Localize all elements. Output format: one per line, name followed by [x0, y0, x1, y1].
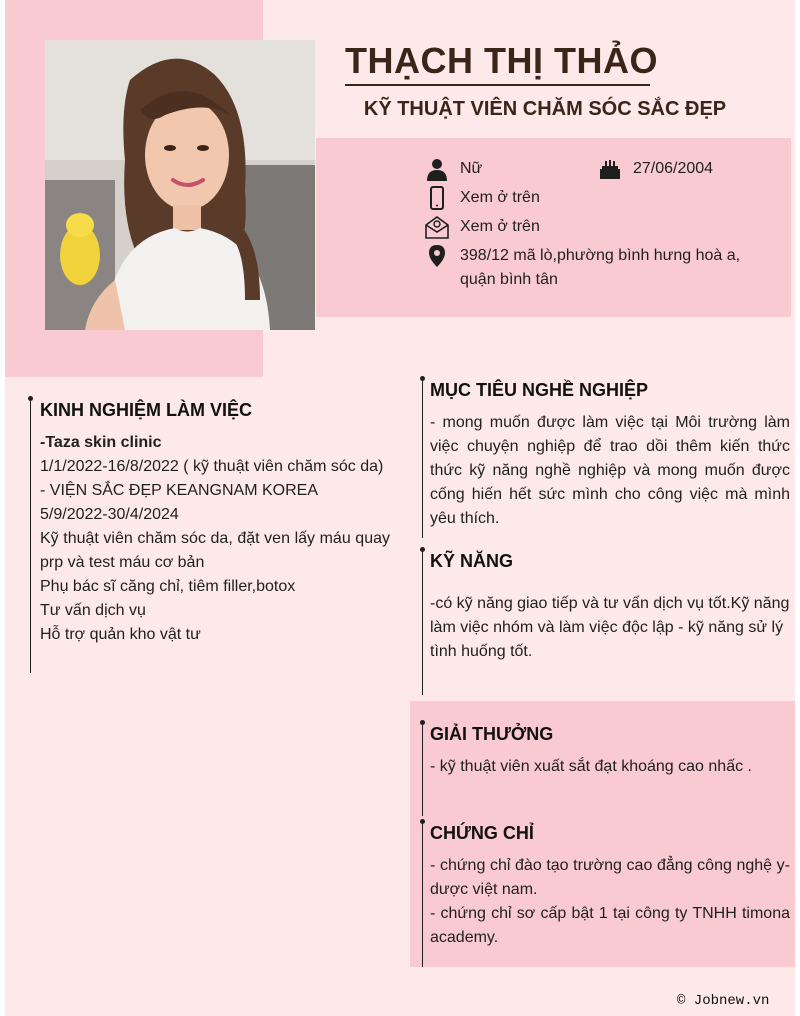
phone-row [425, 186, 540, 210]
experience-line: 1/1/2022-16/8/2022 ( kỹ thuật viên chăm sóc da) [40, 458, 384, 475]
awards-section [422, 722, 790, 779]
awards-rail [422, 722, 423, 816]
certificates-dot [420, 819, 425, 824]
cake-icon [598, 157, 622, 181]
experience-dot [28, 396, 33, 401]
certificates-body [430, 854, 790, 950]
awards-heading: GIẢI THƯỞNG [430, 724, 554, 744]
skills-dot [420, 547, 425, 552]
experience-line: -Taza skin clinic [40, 434, 162, 451]
certificate-line: - chứng chỉ đào tạo trường cao đẳng công nghệ y-dược việt nam. [430, 857, 790, 898]
email-value: Xem ở trên [460, 218, 540, 235]
certificates-heading: CHỨNG CHỈ [430, 823, 534, 843]
experience-line: - VIỆN SẮC ĐẸP KEANGNAM KOREA [40, 482, 318, 499]
certificate-line: - chứng chỉ sơ cấp bật 1 tại công ty TNHH timona academy. [430, 905, 790, 946]
phone-icon [425, 186, 449, 210]
location-icon [425, 244, 449, 268]
address-value: 398/12 mã lò,phường bình hưng hoà a, quận bình tân [460, 247, 741, 288]
skills-heading: KỸ NĂNG [430, 551, 514, 571]
awards-text: - kỹ thuật viên xuất sắt đạt khoáng cao nhấc . [430, 758, 752, 775]
birthday-value: 27/06/2004 [633, 160, 714, 177]
gender-value: Nữ [460, 160, 483, 177]
gender-row [425, 157, 482, 181]
awards-dot [420, 720, 425, 725]
experience-section [30, 398, 390, 647]
certificates-rail [422, 821, 423, 967]
email-icon [425, 215, 449, 239]
experience-line: 5/9/2022-30/4/2024 [40, 506, 179, 523]
profile-photo [45, 40, 315, 330]
experience-line: Kỹ thuật viên chăm sóc da, đặt ven lấy máu quay prp và test máu cơ bản [40, 530, 390, 571]
candidate-name: THẠCH THỊ THẢO [345, 40, 650, 86]
skills-section [422, 549, 790, 664]
birthday-row [598, 157, 713, 181]
objective-section [422, 378, 790, 531]
experience-line: Tư vấn dịch vụ [40, 602, 146, 619]
objective-text: - mong muốn được làm việc tại Môi trường làm việc chuyện nghiệp để trao dồi thêm kiến thức thức kỹ năng nghề nghiệp và mong muốn được cống hiến hết sức mình cho công việc mà mình yêu thích. [430, 414, 790, 527]
experience-heading: KINH NGHIỆM LÀM VIỆC [40, 400, 253, 420]
footer-credit: © Jobnew.vn [677, 993, 770, 1009]
experience-line: Hỗ trợ quản kho vật tư [40, 626, 201, 643]
skills-text: -có kỹ năng giao tiếp và tư vấn dịch vụ tốt.Kỹ năng làm việc nhóm và làm việc độc lập - kỹ năng sử lý tình huống tốt. [430, 595, 790, 660]
objective-heading: MỤC TIÊU NGHỀ NGHIỆP [430, 380, 649, 400]
address-row [425, 244, 770, 292]
experience-rail [30, 398, 31, 673]
experience-line: Phụ bác sĩ căng chỉ, tiêm filler,botox [40, 578, 296, 595]
objective-rail [422, 378, 423, 538]
experience-body [40, 431, 390, 647]
skills-rail [422, 549, 423, 695]
job-title: KỸ THUẬT VIÊN CHĂM SÓC SẮC ĐẸP [363, 98, 727, 120]
user-icon [425, 157, 449, 181]
phone-value: Xem ở trên [460, 189, 540, 206]
certificates-section [422, 821, 790, 950]
objective-dot [420, 376, 425, 381]
email-row [425, 215, 540, 239]
